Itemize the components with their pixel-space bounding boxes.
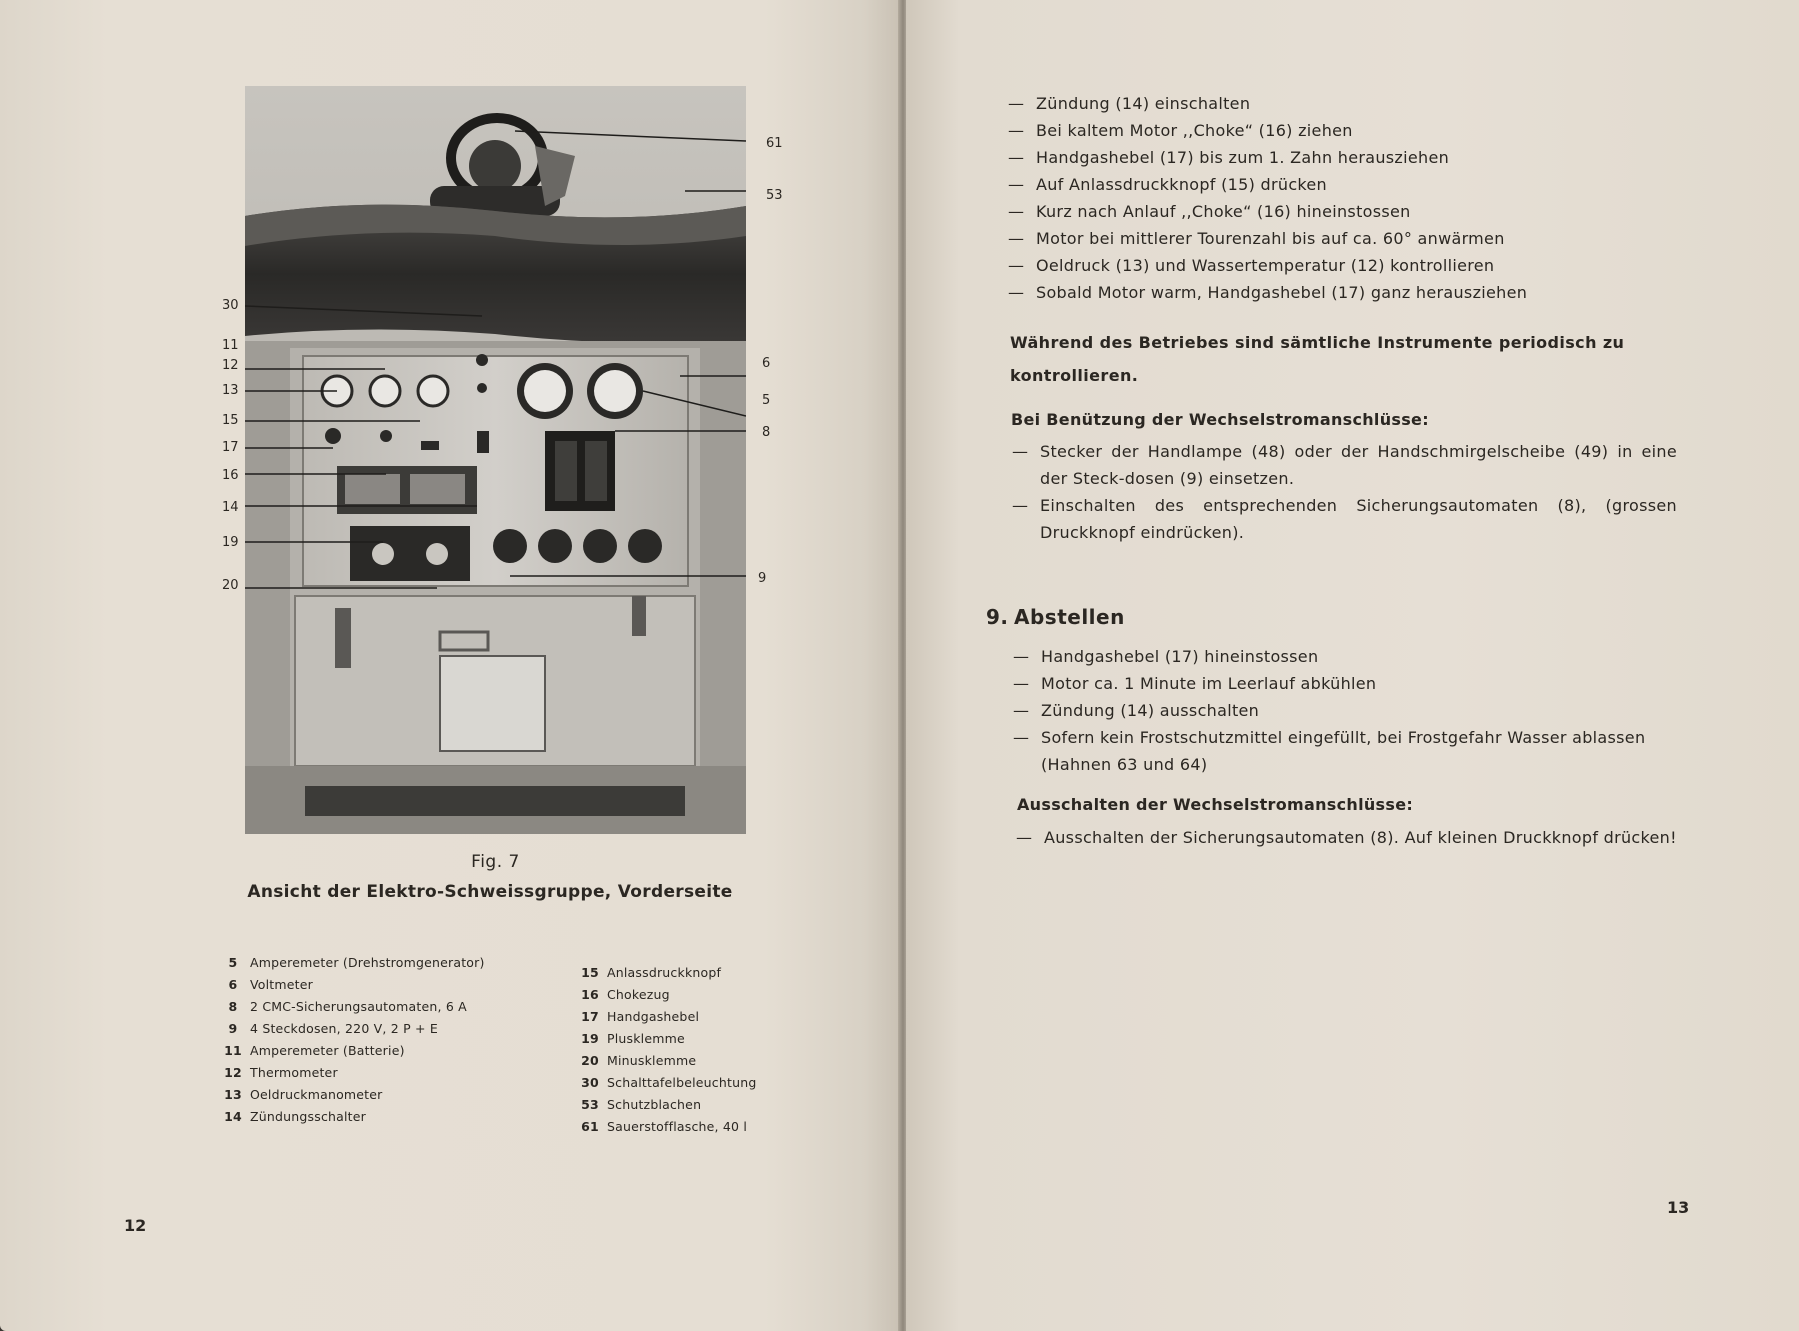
figure-title: Ansicht der Elektro-Schweissgruppe, Vorderseite — [247, 882, 733, 902]
callout-15: 15 — [222, 413, 239, 428]
legend-text: Oeldruckmanometer — [250, 1087, 383, 1102]
legend-text: Handgashebel — [607, 1009, 700, 1024]
list-item: — Einschalten des entsprechenden Sicherungsautomaten (8), (grossen Druckknopf eindrücken). — [1012, 492, 1677, 546]
legend-text: Zündungsschalter — [250, 1109, 367, 1124]
list-item: — Handgashebel (17) bis zum 1. Zahn herausziehen — [1008, 144, 1648, 171]
legend-number: 20 — [581, 1053, 599, 1068]
list-item: — Handgashebel (17) hineinstossen — [1013, 643, 1653, 670]
legend-item — [216, 1065, 485, 1087]
section-heading — [986, 605, 1125, 629]
list-item: — Sofern kein Frostschutzmittel eingefüllt, bei Frostgefahr Wasser ablassen (Hahnen 63 und 64) — [1013, 724, 1653, 778]
list-item: — Zündung (14) ausschalten — [1013, 697, 1653, 724]
legend-text: 2 CMC-Sicherungsautomaten, 6 A — [250, 999, 467, 1014]
legend-item — [216, 1109, 485, 1131]
callout-8: 8 — [762, 425, 771, 440]
callout-19: 19 — [222, 535, 239, 550]
list-item: — Motor ca. 1 Minute im Leerlauf abkühlen — [1013, 670, 1653, 697]
callout-11: 11 — [222, 338, 239, 353]
list-item: — Auf Anlassdruckknopf (15) drücken — [1008, 171, 1648, 198]
legend-text: Thermometer — [250, 1065, 338, 1080]
legend-text: Chokezug — [607, 987, 670, 1002]
legend-number: 30 — [581, 1075, 599, 1090]
callout-53: 53 — [766, 188, 783, 203]
welding-unit-photo — [245, 86, 746, 834]
list-item: — Ausschalten der Sicherungsautomaten (8). Auf kleinen Druckknopf drücken! — [1016, 824, 1696, 851]
legend-number: 13 — [224, 1087, 242, 1102]
legend-text: Voltmeter — [250, 977, 313, 992]
legend-number: 61 — [581, 1119, 599, 1134]
legend-item — [573, 1053, 756, 1075]
legend-text: Plusklemme — [607, 1031, 685, 1046]
legend-item — [573, 1097, 756, 1119]
ac-off-list — [1016, 824, 1696, 851]
legend-text: Schutzblachen — [607, 1097, 702, 1112]
legend-item — [573, 987, 756, 1009]
legend-left-column — [216, 955, 485, 1131]
legend-number: 6 — [228, 977, 238, 992]
legend-item — [216, 999, 485, 1021]
stop-steps-list — [1013, 643, 1653, 778]
section-number: 9. — [986, 605, 1009, 629]
callout-20: 20 — [222, 578, 239, 593]
list-item: — Sobald Motor warm, Handgashebel (17) ganz herausziehen — [1008, 279, 1648, 306]
legend-item — [573, 1075, 756, 1097]
list-item: — Oeldruck (13) und Wassertemperatur (12) kontrollieren — [1008, 252, 1648, 279]
legend-item — [216, 955, 485, 977]
legend-text: Sauerstofflasche, 40 l — [607, 1119, 748, 1134]
callout-61: 61 — [766, 136, 783, 151]
legend-right-column — [573, 965, 756, 1141]
legend-number: 12 — [224, 1065, 242, 1080]
list-item: — Bei kaltem Motor ,,Choke“ (16) ziehen — [1008, 117, 1648, 144]
legend-item — [573, 1009, 756, 1031]
legend-text: Schalttafelbeleuchtung — [607, 1075, 757, 1090]
legend-item — [573, 965, 756, 987]
list-item: — Zündung (14) einschalten — [1008, 90, 1648, 117]
operation-note: Während des Betriebes sind sämtliche Instrumente periodisch zu kontrollieren. — [1010, 333, 1625, 385]
ac-usage-list — [1012, 438, 1677, 546]
legend-number: 16 — [581, 987, 599, 1002]
section-title: Abstellen — [1014, 605, 1125, 629]
callout-5: 5 — [762, 393, 771, 408]
legend-text: Minusklemme — [607, 1053, 697, 1068]
list-item: — Stecker der Handlampe (48) oder der Handschmirgelscheibe (49) in eine der Steck-dosen (9) einsetzen. — [1012, 438, 1677, 492]
legend-item — [573, 1119, 756, 1141]
callout-30: 30 — [222, 298, 239, 313]
legend-text: Amperemeter (Drehstromgenerator) — [250, 955, 485, 970]
legend-number: 17 — [581, 1009, 599, 1024]
figure-label: Fig. 7 — [471, 852, 520, 872]
callout-14: 14 — [222, 500, 239, 515]
legend-number: 11 — [224, 1043, 242, 1058]
page-number-right: 13 — [1667, 1198, 1690, 1217]
callout-6: 6 — [762, 356, 771, 371]
ac-off-heading: Ausschalten der Wechselstromanschlüsse: — [1017, 795, 1414, 814]
legend-number: 14 — [224, 1109, 242, 1124]
legend-item — [216, 1087, 485, 1109]
legend-text: Amperemeter (Batterie) — [250, 1043, 405, 1058]
legend-number: 15 — [581, 965, 599, 980]
legend-number: 53 — [581, 1097, 599, 1112]
legend-number: 19 — [581, 1031, 599, 1046]
page-number-left: 12 — [124, 1216, 147, 1235]
legend-number: 8 — [228, 999, 238, 1014]
list-item: — Motor bei mittlerer Tourenzahl bis auf ca. 60° anwärmen — [1008, 225, 1648, 252]
callout-9: 9 — [758, 571, 767, 586]
legend-text: Anlassdruckknopf — [607, 965, 722, 980]
callout-16: 16 — [222, 468, 239, 483]
callout-13: 13 — [222, 383, 239, 398]
legend-number: 9 — [228, 1021, 238, 1036]
legend-item — [216, 1043, 485, 1065]
legend-item — [216, 977, 485, 999]
list-item: — Kurz nach Anlauf ,,Choke“ (16) hineinstossen — [1008, 198, 1648, 225]
callout-17: 17 — [222, 440, 239, 455]
callout-12: 12 — [222, 358, 239, 373]
legend-item — [573, 1031, 756, 1053]
legend-number: 5 — [228, 955, 238, 970]
legend-item — [216, 1021, 485, 1043]
ac-usage-heading: Bei Benützung der Wechselstromanschlüsse: — [1011, 410, 1429, 429]
start-steps-list — [1008, 90, 1648, 306]
legend-text: 4 Steckdosen, 220 V, 2 P + E — [250, 1021, 438, 1036]
